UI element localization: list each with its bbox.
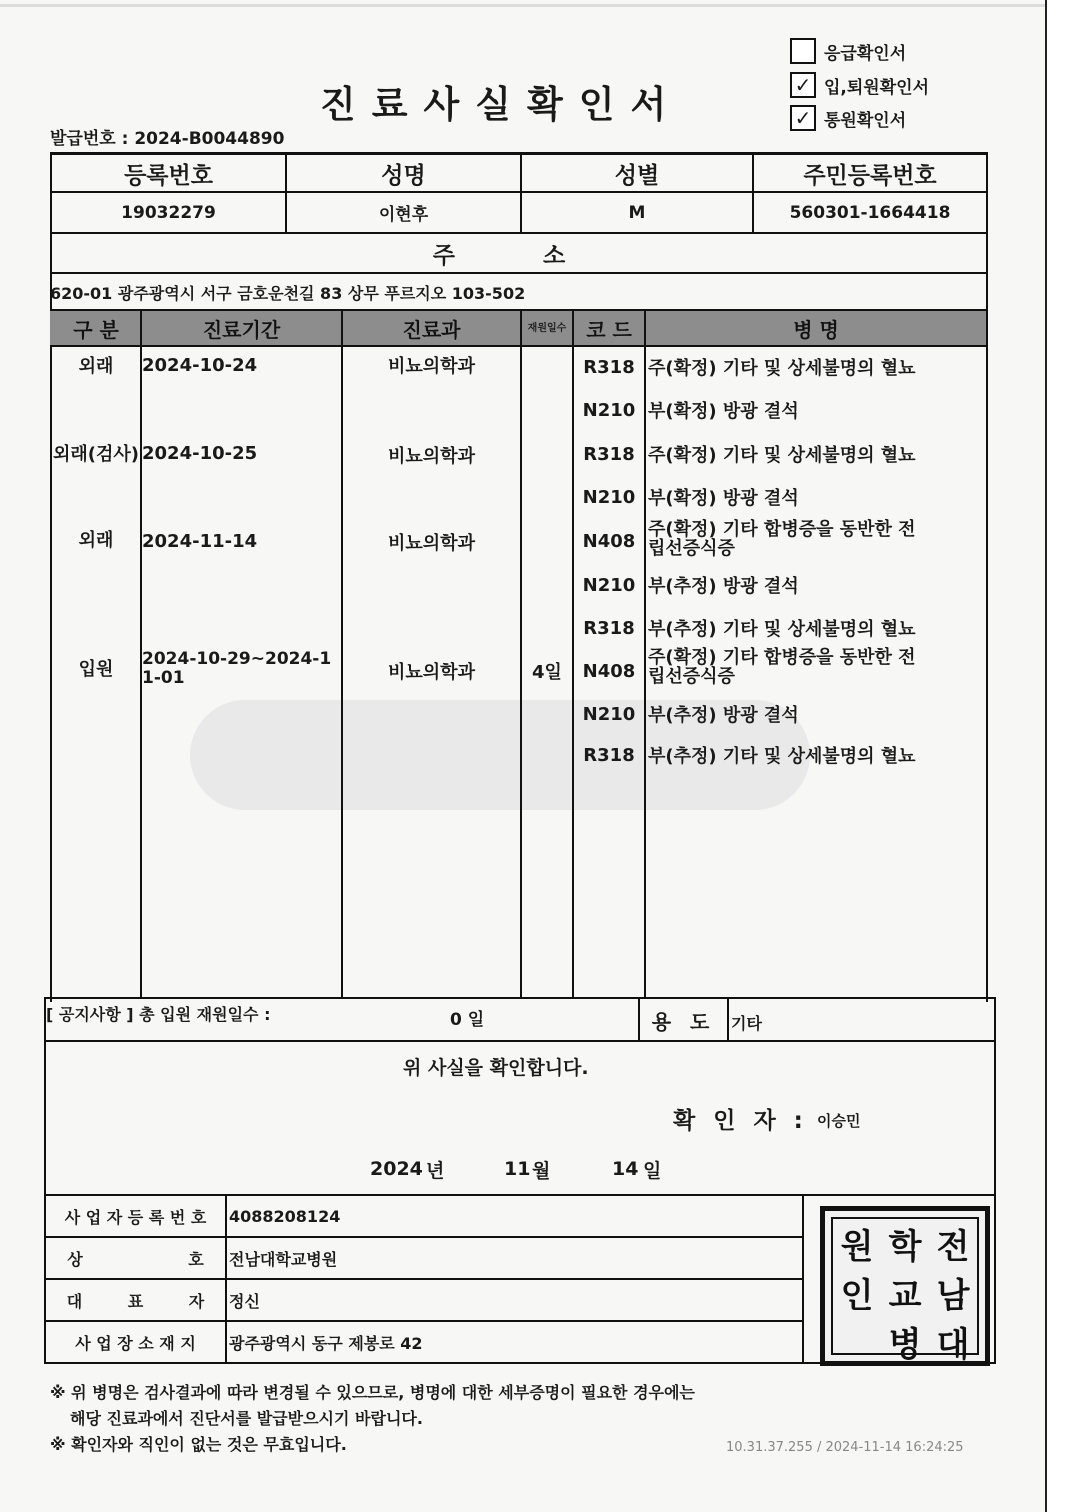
representative-label: 대 표 자 [66,1291,205,1311]
table-border [520,311,522,999]
table-border [341,311,343,999]
header-name: 성명 [381,162,426,189]
address-label: 주 소 [432,242,606,269]
diagnosis-code: R318 [583,744,635,766]
checkbox-admission-discharge[interactable] [790,72,929,98]
header-registration-number: 등록번호 [124,162,213,189]
visit-category: 입원 [78,659,114,680]
diagnosis-name: 주(확정) 기타 및 상세불명의 혈뇨 [648,445,916,466]
diagnosis-code: N408 [582,660,636,682]
date-year-unit: 년 [426,1159,445,1182]
checkbox-label: 통원확인서 [824,110,907,131]
purpose-value: 기타 [731,1013,762,1033]
purpose-label: 용 도 [651,1009,716,1034]
issue-number: 발급번호 : 2024-B0044890 [50,129,285,149]
diagnosis-name: 주(확정) 기타 합병증을 동반한 전립선증식증 [648,519,916,559]
seal-glyph [833,1317,881,1366]
date-day: 14 [612,1158,639,1180]
col-department: 진료과 [402,317,461,342]
document-title: 진료사실확인서 [320,83,683,126]
diagnosis-code: N210 [582,703,636,725]
visit-department: 비뇨의학과 [388,662,475,683]
checkbox-emergency[interactable] [790,38,906,64]
page-border [1045,0,1047,1512]
visit-department: 비뇨의학과 [388,446,475,467]
table-border [802,1194,804,1362]
seal-glyph: 남 [936,1276,970,1316]
visit-department: 비뇨의학과 [388,533,475,554]
company-name-value: 전남대학교병원 [229,1249,338,1269]
visit-period: 2024-11-14 [142,530,258,552]
print-timestamp: 10.31.37.255 / 2024-11-14 16:24:25 [726,1440,964,1455]
confirmer-name: 이승민 [817,1111,861,1130]
col-code: 코 드 [586,317,632,342]
diagnosis-code: N210 [582,486,636,508]
checkbox-label: 입,퇴원확인서 [824,77,929,98]
checkbox-outpatient[interactable] [790,105,906,131]
col-diagnosis: 병 명 [793,317,839,342]
business-number-label: 사 업 자 등 록 번 호 [64,1207,207,1227]
note-line: 해당 진료과에서 진단서를 발급받으시기 바랍니다. [70,1409,423,1428]
company-name-label: 상 호 [67,1249,204,1269]
checkbox-box[interactable]: ✓ [790,72,816,98]
visit-category: 외래 [78,530,114,551]
date-year: 2024 [370,1158,423,1180]
note-line: ※ 확인자와 직인이 없는 것은 무효입니다. [50,1435,347,1454]
diagnosis-name: 부(추정) 기타 및 상세불명의 혈뇨 [648,746,916,767]
diagnosis-code: N210 [582,574,636,596]
seal-glyph: 병 [888,1325,922,1365]
seal-glyph: 대 [936,1325,970,1365]
registration-number: 19032279 [121,202,216,223]
notice-label: [ 공지사항 ] 총 입원 재원일수 : [46,1004,271,1024]
address-value: 620-01 광주광역시 서구 금호운천길 83 상무 푸르지오 103-502 [50,283,526,303]
diagnosis-name: 부(추정) 기타 및 상세불명의 혈뇨 [648,619,916,640]
table-border [50,345,988,347]
visit-department: 비뇨의학과 [388,356,475,377]
top-edge [0,4,1045,7]
diagnosis-name: 부(추정) 방광 결석 [648,705,799,726]
header-resident-number: 주민등록번호 [803,162,937,189]
representative-value: 정신 [229,1291,260,1311]
col-days: 재원일수 [527,322,567,334]
diagnosis-code: R318 [583,356,635,378]
patient-sex: M [628,202,646,223]
diagnosis-name: 주(확정) 기타 및 상세불명의 혈뇨 [648,358,916,379]
table-border [994,997,996,1364]
visit-period: 2024-10-29~2024-11-01 [142,649,332,688]
seal-glyph: 전 [936,1227,970,1267]
diagnosis-code: N210 [582,399,636,421]
date-day-unit: 일 [643,1159,662,1182]
table-border [225,1194,227,1362]
seal-glyph: 학 [888,1227,922,1267]
table-border [44,1040,996,1042]
visit-category: 외래 [78,356,114,377]
resident-number: 560301-1664418 [789,202,951,223]
diagnosis-code: N408 [582,530,636,552]
diagnosis-name: 주(확정) 기타 합병증을 동반한 전립선증식증 [648,647,916,687]
business-address-value: 광주광역시 동구 제봉로 42 [229,1333,423,1353]
diagnosis-name: 부(확정) 방광 결석 [648,401,799,422]
confirmer-label: 확 인 자 : [673,1107,808,1134]
visit-period: 2024-10-24 [142,354,258,376]
business-address-label: 사 업 장 소 재 지 [75,1333,196,1353]
business-number-value: 4088208124 [229,1206,341,1226]
table-border [727,997,729,1040]
diagnosis-code: R318 [583,443,635,465]
diagnosis-name: 부(확정) 방광 결석 [648,488,799,509]
seal-glyph: 인 [840,1276,874,1316]
note-line: ※ 위 병명은 검사결과에 따라 변경될 수 있으므로, 병명에 대한 세부증명이 필요한 경우에는 [50,1383,695,1402]
confirmation-statement: 위 사실을 확인합니다. [403,1056,589,1079]
table-border [44,997,996,999]
visit-period: 2024-10-25 [142,442,258,464]
col-period: 진료기간 [202,317,281,342]
date-month-unit: 월 [532,1159,551,1182]
seal-glyph: 교 [888,1276,922,1316]
table-border [986,152,988,1002]
col-category: 구 분 [73,317,119,342]
visit-days: 4일 [532,662,562,683]
visit-category: 외래(검사) [52,444,139,465]
checkbox-box[interactable]: ✓ [790,105,816,131]
diagnosis-code: R318 [583,617,635,639]
checkbox-label: 응급확인서 [824,43,907,64]
checkbox-box[interactable] [790,38,816,64]
seal-glyph: 원 [840,1227,874,1267]
patient-name: 이현후 [378,205,429,225]
table-border [644,311,646,999]
date-month: 11 [504,1158,531,1180]
official-seal [820,1206,990,1366]
total-days: 0 일 [450,1009,485,1030]
header-sex: 성별 [614,162,660,189]
diagnosis-name: 부(추정) 방광 결석 [648,576,799,597]
